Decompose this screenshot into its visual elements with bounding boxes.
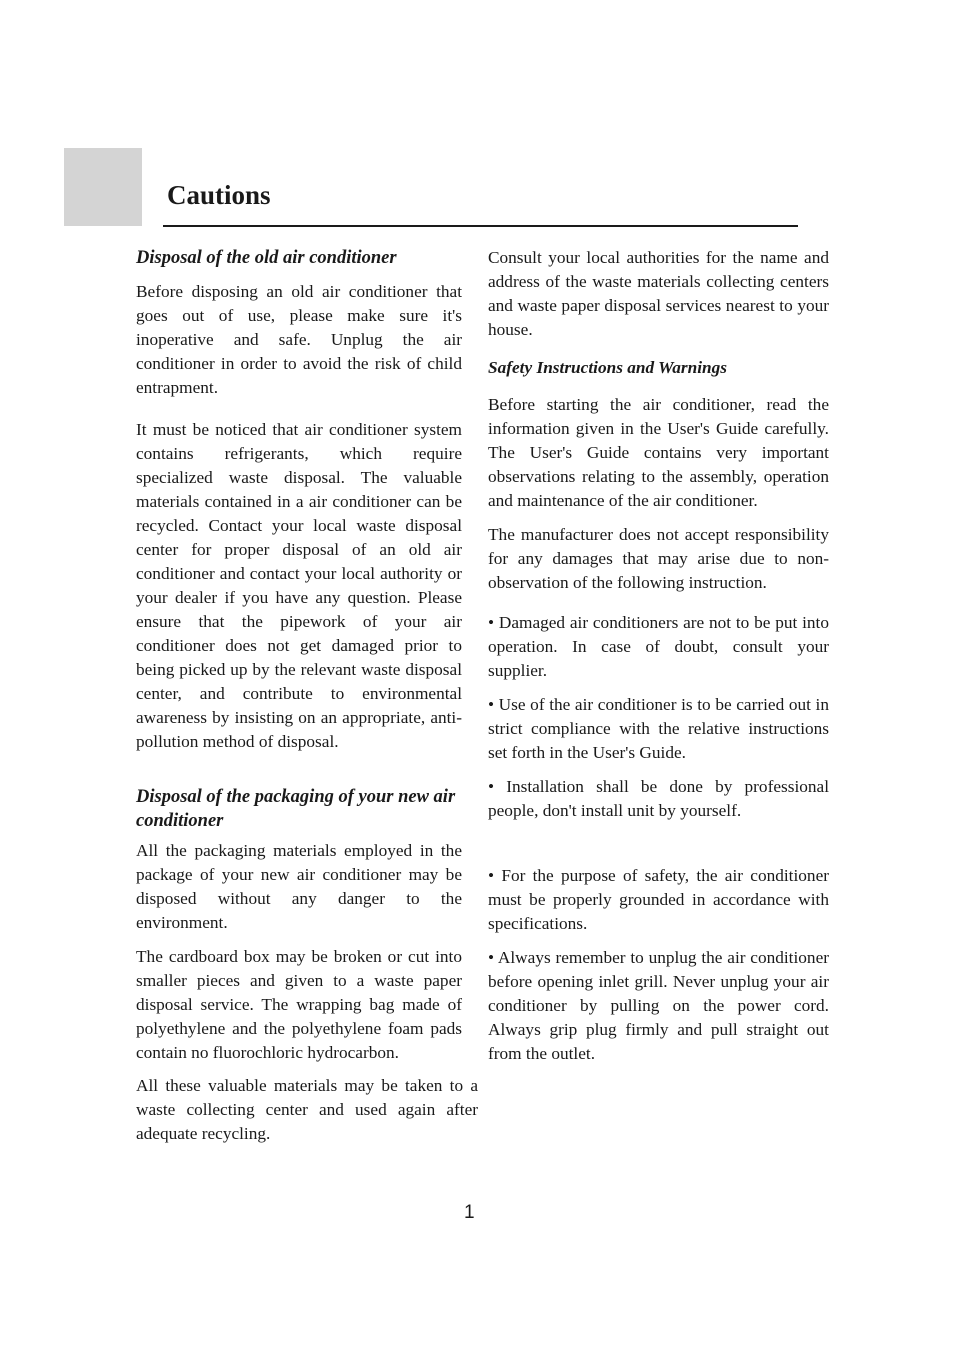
section-heading-old-ac: Disposal of the old air conditioner <box>136 248 397 268</box>
bullet-item: • For the purpose of safety, the air conditioner must be properly grounded in accordance with specifications. <box>488 866 829 933</box>
title-rule <box>163 225 798 227</box>
paragraph: All these valuable materials may be taken to a waste collecting center and used again after adequate recycling. <box>136 1076 478 1143</box>
paragraph: The cardboard box may be broken or cut into smaller pieces and given to a waste paper disposal service. The wrapping bag made of polyethylene and the polyethylene foam pads contain no fluorochloric hydrocarbon. <box>136 947 462 1062</box>
paragraph: It must be noticed that air conditioner system contains refrigerants, which require specialized waste disposal. The valuable materials contained in a air conditioner can be recycled. Contact your local waste disposal center for proper disposal of an old air conditioner and contact your local authority or your dealer if you have any question. Please ensure that the pipework of your air conditioner does not get damaged prior to being picked up by the relevant waste disposal center, and contribute to environmental awareness by insisting on an appropriate, anti-pollution method of disposal. <box>136 420 462 751</box>
paragraph: The manufacturer does not accept responsibility for any damages that may arise due to non-observation of the following instruction. <box>488 525 829 592</box>
page-number: 1 <box>464 1202 475 1223</box>
header-gray-block <box>64 148 142 226</box>
right-column <box>488 246 829 1066</box>
page-title: Cautions <box>167 180 271 210</box>
paragraph: All the packaging materials employed in the package of your new air conditioner may be disposed without any danger to the environment. <box>136 841 462 932</box>
bullet-item: • Use of the air conditioner is to be carried out in strict compliance with the relative instructions set forth in the User's Guide. <box>488 695 829 762</box>
bullet-item: • Installation shall be done by professional people, don't install unit by yourself. <box>488 777 829 820</box>
bullet-item: • Damaged air conditioners are not to be put into operation. In case of doubt, consult your supplier. <box>488 613 829 680</box>
section-heading-packaging: Disposal of the packaging of your new air conditioner <box>136 787 456 831</box>
paragraph: Before disposing an old air conditioner that goes out of use, please make sure it's inoperative and safe. Unplug the air conditioner in order to avoid the risk of child entrapment. <box>136 282 462 397</box>
bullet-item: • Always remember to unplug the air conditioner before opening inlet grill. Never unplug your air conditioner by pulling on the power cord. Always grip plug firmly and pull straight out from the outlet. <box>488 948 829 1063</box>
paragraph: Consult your local authorities for the name and address of the waste materials collecting centers and waste paper disposal services nearest to your house. <box>488 248 829 339</box>
section-heading-safety: Safety Instructions and Warnings <box>488 358 727 377</box>
left-column <box>136 246 478 1146</box>
paragraph: Before starting the air conditioner, read the information given in the User's Guide carefully. The User's Guide contains very important observations relating to the assembly, operation and maintenance of the air conditioner. <box>488 395 829 510</box>
